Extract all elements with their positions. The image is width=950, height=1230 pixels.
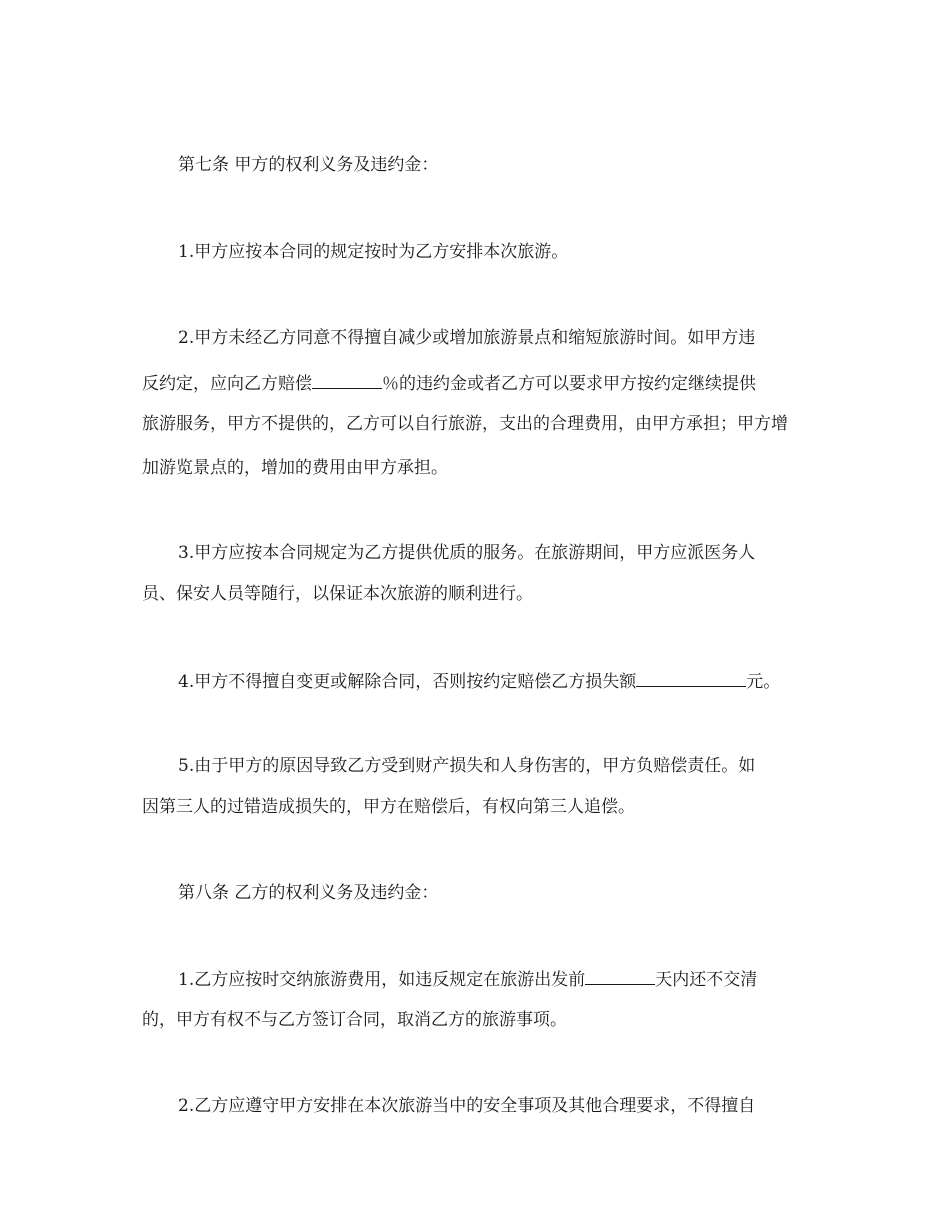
- article-7-item-4: [178, 670, 878, 692]
- article-7-item-1: 1.甲方应按本合同的规定按时为乙方安排本次旅游。: [178, 242, 569, 262]
- article-7-item-2-line-2-end: ％的违约金或者乙方可以要求甲方按约定继续提供: [382, 374, 756, 394]
- article-7-item-3-line-1: 3.甲方应按本合同规定为乙方提供优质的服务。在旅游期间，甲方应派医务人: [178, 543, 756, 563]
- article-7-item-4-start: 4.甲方不得擅自变更或解除合同，否则按约定赔偿乙方损失额: [178, 672, 637, 692]
- article-8-item-1-line-1: [178, 968, 878, 990]
- article-7-item-2-line-4: 加游览景点的，增加的费用由甲方承担。: [142, 458, 448, 478]
- article-7-item-5-line-2: 因第三人的过错造成损失的，甲方在赔偿后，有权向第三人追偿。: [142, 797, 635, 817]
- article-7-item-2-line-1: 2.甲方未经乙方同意不得擅自减少或增加旅游景点和缩短旅游时间。如甲方违: [178, 328, 756, 348]
- article-8-heading: 第八条 乙方的权利义务及违约金：: [178, 883, 439, 903]
- payment-days-blank[interactable]: [585, 968, 655, 985]
- article-8-item-1-line-2: 的，甲方有权不与乙方签订合同，取消乙方的旅游事项。: [142, 1010, 567, 1030]
- article-7-heading: 第七条 甲方的权利义务及违约金：: [178, 155, 439, 175]
- article-7-item-2-line-3: 旅游服务，甲方不提供的，乙方可以自行旅游，支出的合理费用，由甲方承担；甲方增: [142, 414, 788, 434]
- article-7-item-2-line-2-start: 反约定，应向乙方赔偿: [142, 374, 312, 394]
- article-8-item-2-line-1: 2.乙方应遵守甲方安排在本次旅游当中的安全事项及其他合理要求，不得擅自: [178, 1096, 756, 1116]
- article-7-item-4-end: 元。: [746, 672, 781, 692]
- loss-amount-blank[interactable]: [636, 670, 746, 687]
- article-7-item-2-line-2: [142, 372, 842, 394]
- article-7-item-5-line-1: 5.由于甲方的原因导致乙方受到财产损失和人身伤害的，甲方负赔偿责任。如: [178, 756, 756, 776]
- article-8-item-1-line-1-start: 1.乙方应按时交纳旅游费用，如违反规定在旅游出发前: [178, 970, 586, 990]
- article-7-item-3-line-2: 员、保安人员等随行，以保证本次旅游的顺利进行。: [142, 584, 533, 604]
- penalty-percent-blank[interactable]: [312, 372, 382, 389]
- article-8-item-1-line-1-end: 天内还不交清: [655, 970, 758, 990]
